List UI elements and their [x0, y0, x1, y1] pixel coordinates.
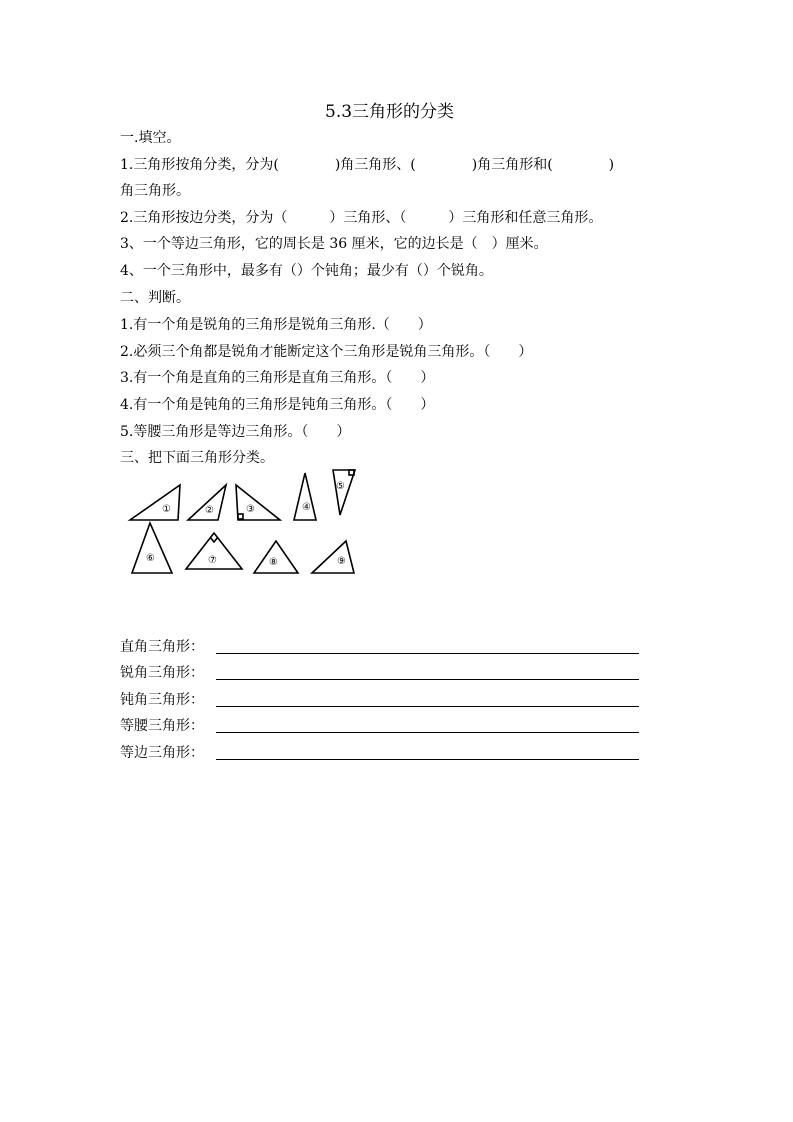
- section2-heading: 二、判断。: [120, 290, 190, 306]
- question-2: 2.三角形按边分类，分为（ ）三角形、（ ）三角形和任意三角形。: [120, 210, 603, 226]
- triangles-figure: [118, 465, 363, 580]
- triangle-7: [186, 533, 242, 569]
- question-4: 4、一个三角形中，最多有（）个钝角；最少有（）个锐角。: [120, 263, 493, 279]
- answer-label-equilateral: 等边三角形：: [120, 745, 204, 761]
- answer-label-obtuse: 钝角三角形：: [120, 692, 204, 708]
- triangle-label-7: ⑦: [208, 555, 217, 566]
- answer-label-acute: 锐角三角形：: [120, 665, 204, 681]
- triangle-8: [254, 541, 298, 573]
- page-title: 5.3三角形的分类: [325, 102, 455, 122]
- triangle-5: [333, 470, 355, 515]
- answer-line-obtuse[interactable]: [216, 706, 639, 707]
- triangle-label-1: ①: [162, 504, 171, 515]
- question-1-line1: 1.三角形按角分类，分为( )角三角形、( )角三角形和( ): [120, 157, 615, 173]
- triangle-label-3: ③: [246, 504, 255, 515]
- judge-item-3: 3.有一个角是直角的三角形是直角三角形。（ ）: [120, 370, 435, 386]
- triangle-3: [236, 485, 280, 520]
- triangle-4: [294, 473, 316, 520]
- judge-item-5: 5.等腰三角形是等边三角形。（ ）: [120, 424, 351, 440]
- answer-line-isosceles[interactable]: [216, 732, 639, 733]
- question-3: 3、一个等边三角形，它的周长是 36 厘米，它的边长是（ ）厘米。: [120, 236, 548, 252]
- triangle-9: [312, 541, 354, 573]
- answer-label-isosceles: 等腰三角形：: [120, 718, 204, 734]
- triangle-label-2: ②: [205, 505, 214, 516]
- judge-item-2: 2.必须三个角都是锐角才能断定这个三角形是锐角三角形。（ ）: [120, 344, 533, 360]
- answer-label-right: 直角三角形：: [120, 639, 204, 655]
- judge-item-1: 1.有一个角是锐角的三角形是锐角三角形.（ ）: [120, 317, 432, 333]
- answer-line-equilateral[interactable]: [216, 759, 639, 760]
- triangle-label-8: ⑧: [269, 557, 278, 568]
- triangle-label-6: ⑥: [146, 553, 155, 564]
- question-1-line2: 角三角形。: [120, 183, 190, 199]
- triangle-1: [130, 485, 180, 520]
- triangle-label-5: ⑤: [336, 481, 345, 492]
- triangle-2: [188, 485, 226, 520]
- judge-item-4: 4.有一个角是钝角的三角形是钝角三角形。（ ）: [120, 397, 435, 413]
- triangle-6: [132, 523, 172, 573]
- answer-line-right[interactable]: [216, 653, 639, 654]
- answer-line-acute[interactable]: [216, 679, 639, 680]
- triangle-label-9: ⑨: [337, 556, 346, 567]
- section3-heading: 三、把下面三角形分类。: [120, 450, 274, 466]
- section1-heading: 一.填空。: [120, 130, 181, 146]
- triangle-label-4: ④: [302, 502, 311, 513]
